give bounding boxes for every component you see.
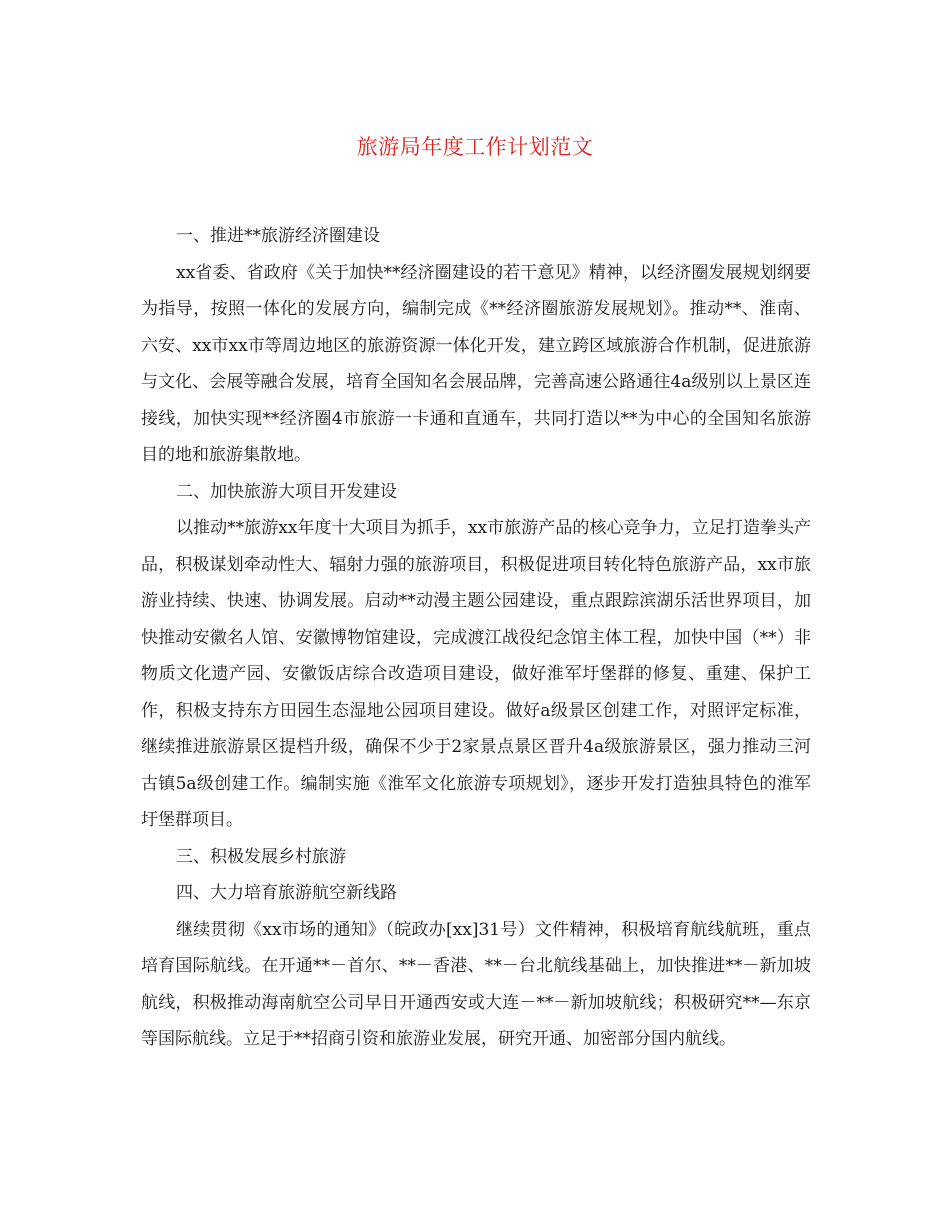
section-heading-4: 四、大力培育旅游航空新线路 — [176, 883, 397, 903]
document-title: 旅游局年度工作计划范文 — [356, 135, 594, 159]
section-heading-2: 二、加快旅游大项目开发建设 — [176, 481, 397, 502]
section-paragraph-2: 以推动**旅游xx年度十大项目为抓手，xx市旅游产品的核心竞争力，立足打造拳头产品，积极谋划牵动性大、辐射力强的旅游项目，积极促进项目转化特色旅游产品，xx市旅游业持续、快速、协调发展。启动**动漫主题公园建设，重点跟踪滨湖乐活世界项目，加快推动安徽名人馆、安徽博物馆建设，完成渡江战役纪念馆主体工程，加快中国（**）非物质文化遗产园、安徽饭店综合改造项目建设，做好淮军圩堡群的修复、重建、保护工作，积极支持东方田园生态湿地公园项目建设。做好a级景区创建工作，对照评定标准，继续推进旅游景区提档升级，确保不少于2家景点景区晋升4a级旅游景区，强力推动三河古镇5a级创建工作。编制实施《淮军文化旅游专项规划》，逐步开发打造独具特色的淮军圩堡群项目。 — [141, 518, 811, 830]
document-body — [141, 218, 811, 1058]
section-paragraph-4: 继续贯彻《xx市场的通知》（皖政办[xx]31号）文件精神，积极培育航线航班，重点培育国际航线。在开通**－首尔、**－香港、**－台北航线基础上，加快推进**－新加坡航线，积极推动海南航空公司早日开通西安或大连－**－新加坡航线；积极研究**—东京等国际航线。立足于**招商引资和旅游业发展，研究开通、加密部分国内航线。 — [141, 919, 811, 1049]
section-paragraph-1: xx省委、省政府《关于加快**经济圈建设的若干意见》精神，以经济圈发展规划纲要为指导，按照一体化的发展方向，编制完成《**经济圈旅游发展规划》。推动**、淮南、六安、xx市xx市等周边地区的旅游资源一体化开发，建立跨区域旅游合作机制，促进旅游与文化、会展等融合发展，培育全国知名会展品牌，完善高速公路通往4a级别以上景区连接线，加快实现**经济圈4市旅游一卡通和直通车，共同打造以**为中心的全国知名旅游目的地和旅游集散地。 — [141, 262, 811, 465]
section-heading-3: 三、积极发展乡村旅游 — [176, 846, 346, 867]
section-heading-1: 一、推进**旅游经济圈建设 — [176, 226, 380, 246]
